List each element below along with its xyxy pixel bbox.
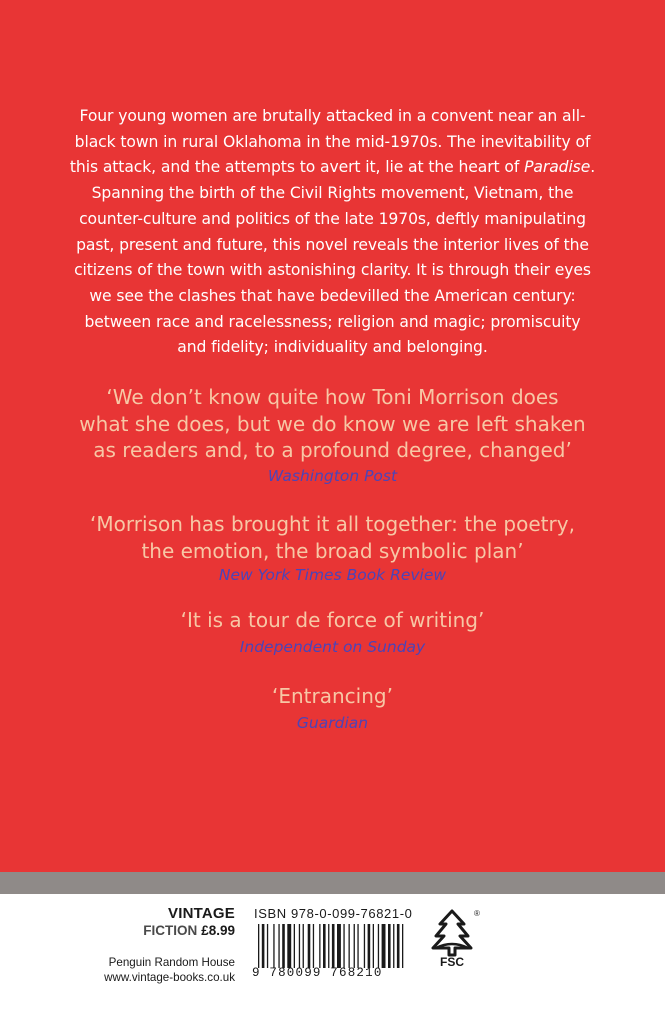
review-source-3: Independent on Sunday [239,638,426,656]
barcode-bar [332,924,335,968]
barcode-bar [258,924,259,968]
quote-line: ‘Morrison has brought it all together: the poetry, [90,512,575,536]
barcode-bar [278,924,279,968]
blurb-text-part2: . Spanning the birth of the Civil Rights movement, Vietnam, the counter-culture and politics of the late 1970s, deftly manipulating past, present and future, this novel reveals the interior lives of the citizens of the town with astonishing clarity. It is through their eyes we see the clashes that have bedevilled the American century: between race and racelessness; religion and magic; promiscuity and fidelity; individuality and belonging. [74,158,596,357]
quote-line: the emotion, the broad symbolic plan’ [141,538,524,563]
category-price [143,923,235,938]
barcode-bar [282,924,285,968]
barcode-bar [393,924,394,968]
barcode-bar [323,924,326,968]
isbn-text: ISBN 978-0-099-76821-0 [254,906,413,921]
quote-line: what she does, but we do know we are left shaken [79,411,586,436]
fsc-tree-icon [424,906,480,968]
barcode-bar [294,924,295,968]
barcode-bar [388,924,391,968]
barcode-bar [354,924,355,968]
review-quote-4 [40,683,625,710]
review-quote-2 [40,511,625,564]
barcode-bar [328,924,329,968]
grey-divider-band [0,872,665,894]
price: £8.99 [201,923,235,938]
barcode-bar [349,924,350,968]
barcode-bar [364,924,365,968]
barcode-bar [267,924,268,968]
review-quote-3 [40,607,625,634]
barcode-bar [287,924,291,968]
review-source-2: New York Times Book Review [218,566,447,584]
barcode-bar [382,924,386,968]
barcode-digits: 9 780099 768210 [252,966,383,980]
barcode-bar [262,924,265,968]
barcode-bar [373,924,374,968]
barcode-bar [319,924,320,968]
review-source-4: Guardian [296,714,369,732]
barcode-bar [308,924,311,968]
barcode-bar [402,924,403,968]
barcode-bar [343,924,344,968]
fsc-label: FSC [440,955,464,968]
barcode-bar [313,924,314,968]
quote-line: ‘It is a tour de force of writing’ [180,608,485,632]
barcode-bar [357,924,358,968]
barcode-bar [337,924,341,968]
book-blurb [68,104,597,361]
review-source-1: Washington Post [267,467,398,485]
barcode-bar [378,924,379,968]
barcode-icon [258,924,404,968]
category-label: FICTION [143,923,198,938]
quote-line: as readers and, to a profound degree, changed’ [93,438,572,462]
barcode-bar [368,924,371,968]
barcode-bar [299,924,300,968]
publisher-website[interactable]: www.vintage-books.co.uk [104,970,235,984]
review-quote-1 [40,384,625,464]
fsc-registered-mark: ® [474,909,480,918]
blurb-book-title: Paradise [524,158,591,177]
publisher-info [104,956,235,985]
barcode-bar [273,924,274,968]
imprint-logo: VINTAGE [168,905,235,922]
blurb-text-part1: Four young women are brutally attacked in a convent near an all-black town in rural Oklahoma in the mid-1970s. The inevitability of this attack, and the attempts to avert it, lie at the heart of [69,107,591,177]
quote-line: ‘Entrancing’ [272,684,393,708]
barcode-bar [303,924,304,968]
quote-line: ‘We don’t know quite how Toni Morrison does [106,385,559,409]
publisher-name: Penguin Random House [108,956,235,969]
barcode-bar [397,924,400,968]
